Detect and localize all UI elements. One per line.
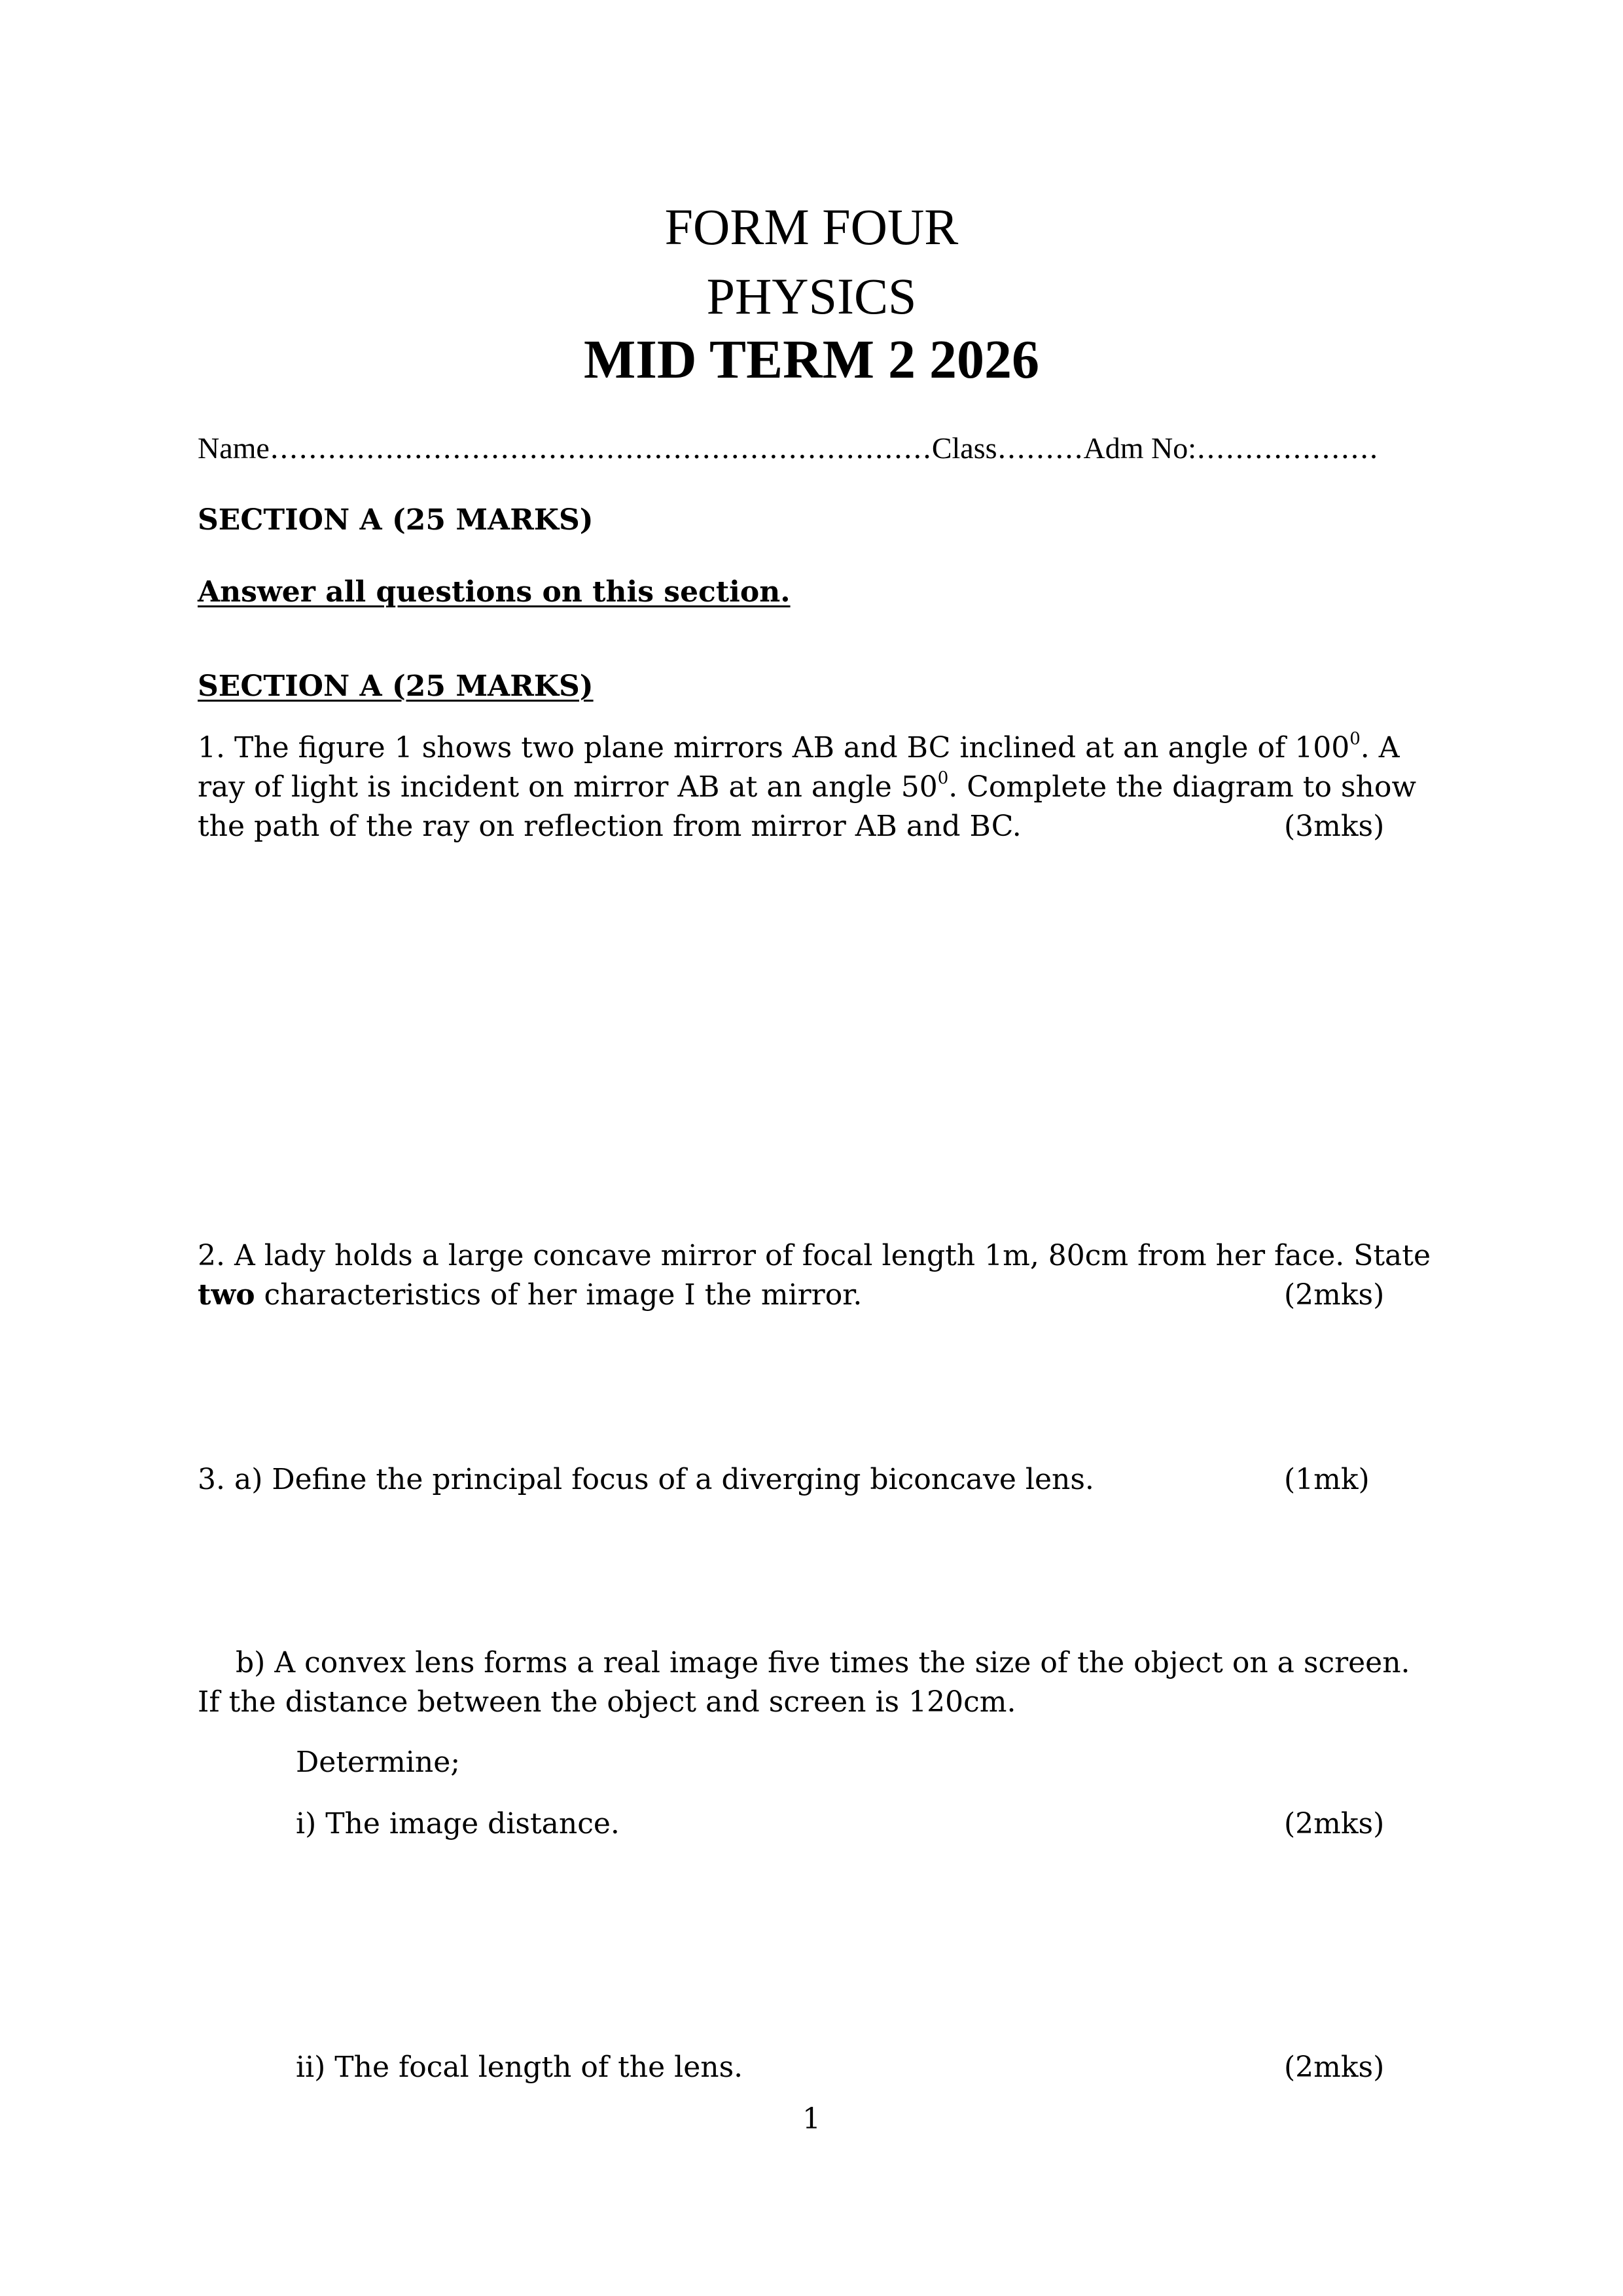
name-label: Name [198,431,270,465]
page-number: 1 [802,2102,821,2136]
superscript: 0 [1349,729,1361,749]
name-field[interactable]: …………………………………………………………… [269,432,932,465]
q3b-line-1: b) A convex lens forms a real image five times the size of the object on a screen. [236,1646,1410,1679]
superscript: 0 [937,768,949,788]
q3b-line-2: If the distance between the object and screen is 120cm. [198,1685,1016,1719]
q1-line-1 [198,729,1400,767]
class-field[interactable]: ……… [997,432,1084,465]
q3a-text: 3. a) Define the principal focus of a diverging biconcave lens. [198,1463,1094,1496]
instruction: Answer all questions on this section. [198,575,791,609]
q1-text: 1. The figure 1 shows two plane mirrors AB and BC inclined at an angle of 100 [198,731,1350,764]
exam-title-term: MID TERM 2 2026 [583,329,1040,390]
student-info-line [198,429,1378,468]
class-label: Class [931,431,997,465]
q2-line-1: 2. A lady holds a large concave mirror of focal length 1m, 80cm from her face. State [198,1239,1431,1272]
q2-emphasis: two [198,1278,255,1312]
q3a-marks: (1mk) [1284,1463,1370,1496]
q2-line-2 [198,1276,862,1314]
q1-line-3: the path of the ray on reflection from mirror AB and BC. [198,810,1022,843]
exam-title-form: FORM FOUR [664,198,959,255]
section-heading: SECTION A (25 MARKS) [198,670,594,703]
q1-marks: (3mks) [1284,810,1385,843]
q2-text: characteristics of her image I the mirror. [255,1278,863,1312]
exam-title-subject: PHYSICS [706,268,917,325]
adm-field[interactable]: ………………. [1196,432,1379,465]
q3b-i-marks: (2mks) [1284,1807,1385,1840]
q3b-ii-text: ii) The focal length of the lens. [296,2051,743,2084]
q1-line-2 [198,768,1416,806]
q3b-determine: Determine; [296,1746,461,1779]
section-heading: SECTION A (25 MARKS) [198,503,594,537]
adm-label: Adm No: [1083,431,1197,465]
q2-marks: (2mks) [1284,1278,1385,1312]
q1-text: . Complete the diagram to show [948,770,1417,804]
q3b-i-text: i) The image distance. [296,1807,620,1840]
q1-text: ray of light is incident on mirror AB at an angle 50 [198,770,938,804]
q3b-ii-marks: (2mks) [1284,2051,1385,2084]
q1-text: . A [1360,731,1400,764]
